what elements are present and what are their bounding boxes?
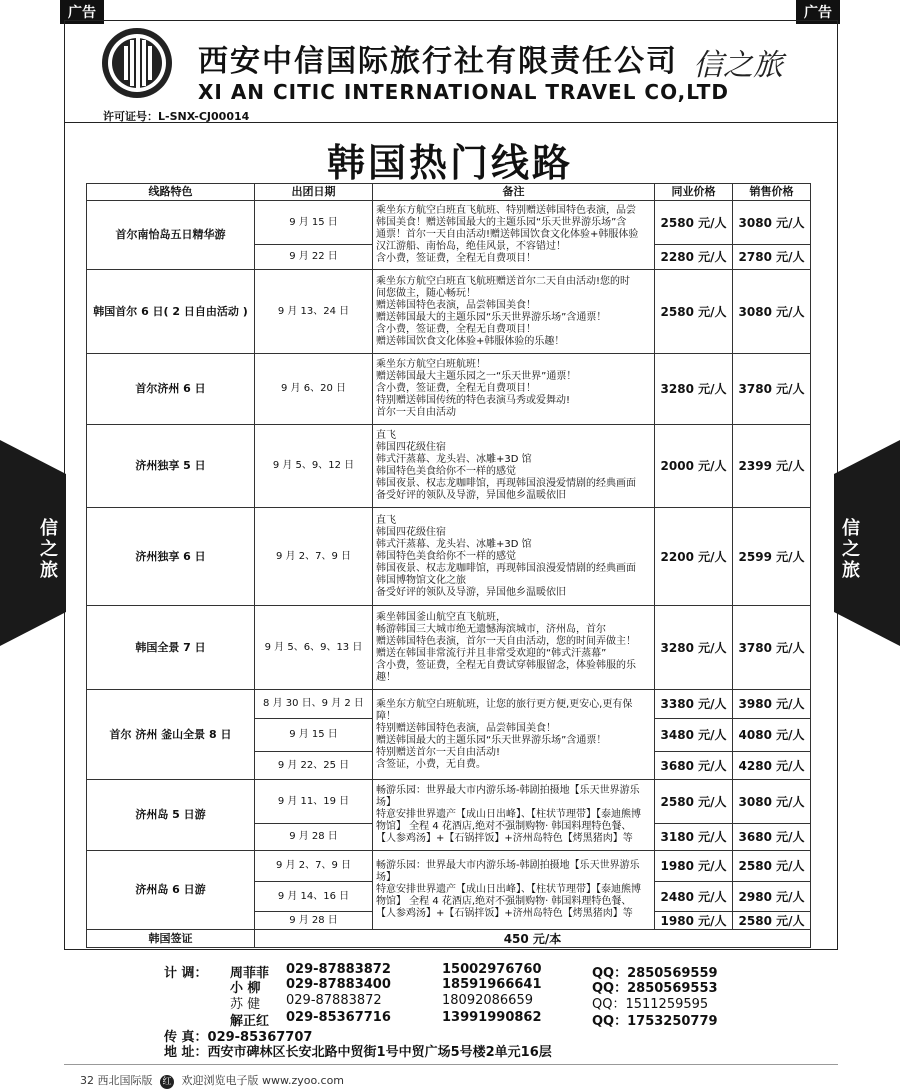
edition-badge-icon: 红 [160,1075,174,1089]
sale-price: 3780 元/人 [733,606,811,690]
contact-phone: 029-87883872 [286,962,391,977]
note-line: 含小费，签证费，全程无自费项目！ [376,383,536,394]
note-line: 场】 [376,872,396,883]
departure-date: 9 月 22、25 日 [255,752,373,780]
trade-price: 2000 元/人 [655,425,733,508]
note-line: 乘坐韩国釜山航空直飞航班， [376,611,506,623]
note-line: 赠送韩国饮食文化体验+韩服体验的乐趣！ [376,335,565,347]
note-line: 汉江游船、南怡岛，绝佳风景，不容错过！ [376,241,566,252]
note-line: 乘坐东方航空白班航班！ [376,359,486,370]
table-row [87,780,811,824]
table-row [87,270,811,354]
note-line: 趣！ [376,671,396,683]
contact-name: 解正红 [230,1014,270,1029]
note-line: 赠送在韩国非常流行并且非常受欢迎的“韩式汗蒸幕” [376,647,607,659]
trade-price: 2200 元/人 [655,508,733,606]
departure-date: 9 月 6、20 日 [255,354,373,425]
note-line: 间您做主，随心畅玩！ [376,287,476,299]
note-line: 韩国夜景、权志龙咖啡馆，再现韩国浪漫爱情剧的经典画面 [376,562,636,574]
note-line: 乘坐东方航空白班直飞航班、特别赠送韩国特色表演，品尝 [376,205,636,216]
page-title: 韩国热门线路 [326,141,573,185]
route-name: 济州独享 5 日 [87,425,255,508]
contact-qq: QQ：2850569559 [592,966,718,981]
address: 地 址：西安市碑林区长安北路中贸街1号中贸广场5号楼2单元16层 [164,1045,552,1060]
contact-phone: 029-87883400 [286,977,391,992]
contact-qq: QQ：1753250779 [592,1014,718,1029]
departure-date: 9 月 28 日 [255,824,373,851]
departure-date: 9 月 11、19 日 [255,780,373,824]
company-name-cn: 西安中信国际旅行社有限责任公司 [198,44,678,79]
col-header-route: 线路特色 [87,184,255,201]
page-number: 32 [80,1074,94,1087]
note-line: 韩国四花级住宿 [376,526,446,538]
sale-price: 3080 元/人 [733,270,811,354]
note-line: 【人参鸡汤】+【石锅拌饭】+济州岛特色【烤黑猪肉】等 [376,908,633,919]
note-line: 特意安排世界遗产【成山日出峰】、【柱状节理带】【泰迪熊博 [376,809,641,820]
trade-price: 3380 元/人 [655,690,733,719]
route-name: 济州岛 6 日游 [87,851,255,930]
departure-date: 9 月 28 日 [255,912,373,930]
note-line: 韩国美食！赠送韩国最大的主题乐园“乐天世界游乐场”含 [376,217,627,228]
route-name: 韩国全景 7 日 [87,606,255,690]
sale-price: 3080 元/人 [733,780,811,824]
departure-date: 8 月 30 日、9 月 2 日 [255,690,373,719]
route-table [86,183,811,948]
route-name: 首尔 济州 釜山全景 8 日 [87,690,255,780]
note-line: 含小费，签证费，全程无自费项目！ [376,323,536,335]
note-line: 韩式汗蒸幕、龙头岩、冰雕+3D 馆 [376,454,532,465]
ad-label-right: 广告 [796,0,840,24]
footer [80,1072,344,1089]
note-line: 赠送韩国最大的主题乐园“乐天世界游乐场”含通票！ [376,311,607,323]
contact-mobile: 15002976760 [442,962,542,977]
contact-mobile: 18092086659 [442,993,533,1008]
note-line: 直飞 [376,430,396,441]
col-header-trade-price: 同业价格 [655,184,733,201]
col-header-date: 出团日期 [255,184,373,201]
note-line: 畅游乐园：世界最大市内游乐场-韩剧拍摄地【乐天世界游乐 [376,785,640,796]
note-line: 韩国特色美食给你不一样的感觉 [376,550,516,562]
note-line: 韩式汗蒸幕、龙头岩、冰雕+3D 馆 [376,538,532,550]
sale-price: 3680 元/人 [733,824,811,851]
side-label-left: 信之旅 [40,518,58,581]
note-line: 【人参鸡汤】+【石锅拌饭】+济州岛特色【烤黑猪肉】等 [376,833,633,844]
sale-price: 2599 元/人 [733,508,811,606]
company-name-en: XI AN CITIC INTERNATIONAL TRAVEL CO,LTD [198,80,729,104]
table-row [87,690,811,719]
table-row [87,201,811,245]
header-divider [64,122,838,123]
fax-number: 传 真：029-85367707 [164,1030,313,1045]
route-notes [373,851,655,930]
route-name: 济州岛 5 日游 [87,780,255,851]
departure-date: 9 月 15 日 [255,201,373,245]
note-line: 畅游乐园：世界最大市内游乐场-韩剧拍摄地【乐天世界游乐 [376,860,640,871]
table-row [87,354,811,425]
trade-price: 3280 元/人 [655,354,733,425]
ad-label-left: 广告 [60,0,104,24]
note-line: 含小费，签证费，全程无自费项目！ [376,253,536,264]
side-label-right: 信之旅 [842,518,860,581]
route-notes [373,508,655,606]
note-line: 备受好评的领队及导游，异国他乡温暖依旧 [376,490,566,501]
contact-role: 计 调： [164,966,208,981]
note-line: 赠送韩国特色表演，首尔一天自由活动，您的时间弄做主！ [376,635,636,647]
route-notes [373,270,655,354]
contact-qq: QQ：1511259595 [592,997,709,1012]
route-notes [373,780,655,851]
note-line: 含签证，小费，无自费。 [376,758,486,770]
sale-price: 2580 元/人 [733,851,811,882]
note-line: 首尔一天自由活动 [376,407,456,418]
departure-date: 9 月 2、7、9 日 [255,508,373,606]
note-line: 韩国博物馆文化之旅 [376,574,466,586]
note-line: 场】 [376,797,396,808]
slogan-calligraphy: 信之旅 [693,48,783,83]
route-notes [373,354,655,425]
table-row [87,851,811,882]
col-header-note: 备注 [373,184,655,201]
note-line: 乘坐东方航空白班航班，让您的旅行更方便,更安心,更有保 [376,698,633,710]
visa-price: 450 元/本 [255,930,811,948]
departure-date: 9 月 5、6、9、13 日 [255,606,373,690]
note-line: 韩国夜景、权志龙咖啡馆，再现韩国浪漫爱情剧的经典画面 [376,478,636,489]
sale-price: 4280 元/人 [733,752,811,780]
note-line: 特别赠送韩国传统的特色表演马秀或爱舞动! [376,395,571,406]
table-row [87,508,811,606]
note-line: 赠送韩国特色表演，品尝韩国美食！ [376,299,536,311]
note-line: 物馆】 全程 4 花酒店,绝对不强制购物· 韩国料理特色餐、 [376,821,632,832]
sale-price: 2980 元/人 [733,882,811,912]
citic-logo-icon [100,26,174,100]
departure-date: 9 月 15 日 [255,719,373,752]
note-line: 障！ [376,710,396,722]
note-line: 韩国四花级住宿 [376,442,446,453]
contact-mobile: 18591966641 [442,977,542,992]
note-line: 备受好评的领队及导游，异国他乡温暖依旧 [376,586,566,598]
note-line: 物馆】 全程 4 花酒店,绝对不强制购物· 韩国料理特色餐、 [376,896,632,907]
sale-price: 3780 元/人 [733,354,811,425]
note-line: 特别赠送韩国特色表演，品尝韩国美食！ [376,722,556,734]
trade-price: 2580 元/人 [655,201,733,245]
sale-price: 2580 元/人 [733,912,811,930]
note-line: 乘坐东方航空白班直飞航班赠送首尔二天自由活动!您的时 [376,275,631,287]
trade-price: 1980 元/人 [655,851,733,882]
sale-price: 2780 元/人 [733,245,811,270]
contact-name: 苏 健 [230,997,261,1012]
visa-row [87,930,811,948]
trade-price: 3680 元/人 [655,752,733,780]
departure-date: 9 月 5、9、12 日 [255,425,373,508]
note-line: 含小费，签证费，全程无自费试穿韩服留念，体验韩服的乐 [376,659,636,671]
footer-divider [64,1064,838,1065]
sale-price: 3080 元/人 [733,201,811,245]
trade-price: 1980 元/人 [655,912,733,930]
license-number: 许可证号：L-SNX-CJ00014 [103,110,250,123]
contact-phone: 029-87883872 [286,993,382,1008]
note-line: 赠送韩国最大主题乐园之一“乐天世界”通票！ [376,371,577,382]
note-line: 特意安排世界遗产【成山日出峰】、【柱状节理带】【泰迪熊博 [376,884,641,895]
trade-price: 2280 元/人 [655,245,733,270]
visa-label: 韩国签证 [87,930,255,948]
sale-price: 2399 元/人 [733,425,811,508]
sale-price: 4080 元/人 [733,719,811,752]
note-line: 韩国特色美食给你不一样的感觉 [376,466,516,477]
trade-price: 3180 元/人 [655,824,733,851]
table-header-row [87,184,811,201]
departure-date: 9 月 13、24 日 [255,270,373,354]
route-name: 首尔济州 6 日 [87,354,255,425]
route-name: 韩国首尔 6 日( 2 日自由活动 ) [87,270,255,354]
route-notes [373,425,655,508]
route-notes [373,690,655,780]
route-name: 济州独享 6 日 [87,508,255,606]
edition-name: 西北国际版 [97,1074,153,1087]
note-line: 通票！首尔一天自由活动!赠送韩国饮食文化体验+韩服体验 [376,229,639,240]
contact-name: 小 柳 [230,981,261,996]
departure-date: 9 月 14、16 日 [255,882,373,912]
note-line: 畅游韩国三大城市绝无遗憾海滨城市，济州岛，首尔 [376,623,606,635]
route-name: 首尔南怡岛五日精华游 [87,201,255,270]
note-line: 特别赠送首尔一天自由活动! [376,746,501,758]
note-line: 赠送韩国最大的主题乐园“乐天世界游乐场”含通票！ [376,734,607,746]
route-notes [373,606,655,690]
trade-price: 2580 元/人 [655,270,733,354]
sale-price: 3980 元/人 [733,690,811,719]
contact-mobile: 13991990862 [442,1010,542,1025]
trade-price: 2580 元/人 [655,780,733,824]
departure-date: 9 月 22 日 [255,245,373,270]
trade-price: 3480 元/人 [655,719,733,752]
contact-qq: QQ：2850569553 [592,981,718,996]
trade-price: 2480 元/人 [655,882,733,912]
trade-price: 3280 元/人 [655,606,733,690]
route-notes [373,201,655,270]
departure-date: 9 月 2、7、9 日 [255,851,373,882]
note-line: 直飞 [376,514,396,526]
contact-name: 周菲菲 [230,966,270,981]
col-header-sale-price: 销售价格 [733,184,811,201]
contact-phone: 029-85367716 [286,1010,391,1025]
footer-website-text: 欢迎浏览电子版 www.zyoo.com [181,1074,345,1087]
table-row [87,606,811,690]
table-row [87,425,811,508]
